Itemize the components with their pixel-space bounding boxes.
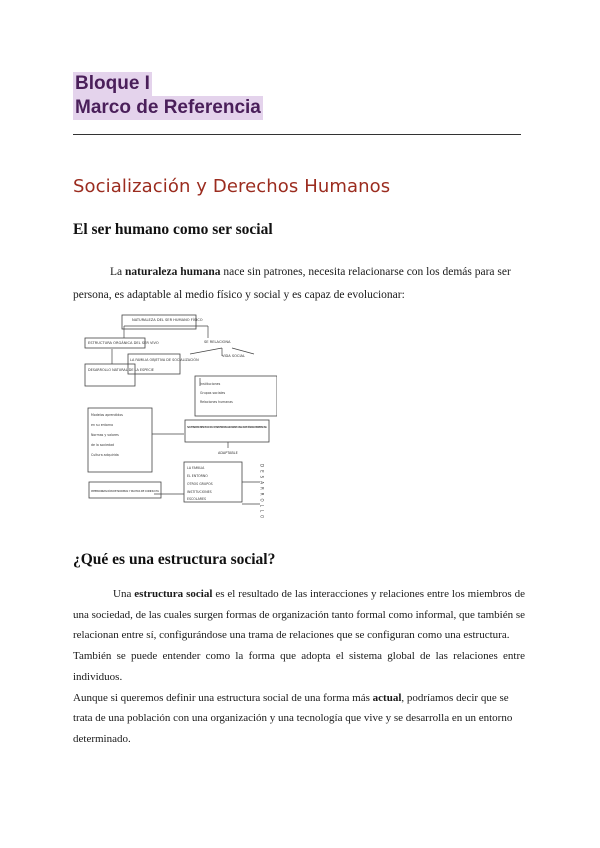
bold-term: naturaleza humana [125,266,221,278]
diagram-bottom-mid-5: ESCOLARES [187,497,207,501]
horizontal-rule [73,134,521,135]
diagram-left-big-5: Cultura adquirida [91,453,119,457]
diagram-bottom-left: INTERIORIZACIÓN DE NORMAS Y PAUTAS DE CONDUCTA [91,489,159,493]
diagram-left-big-1: Modelos aprendidos [91,413,123,417]
diagram-mid-1: LA FAMILIA OBJETIVA DE SOCIALIZACIÓN [130,358,199,362]
paragraph-social-structure: Una estructura social es el resultado de las interacciones y relaciones entre los miembros de una sociedad, de las cuales surgen formas de organización tanto formal como informal, que también se relacionan entre sí, configurándose una trama de relaciones que se configuran como una estructura. También se puede entender como la forma que adopta el sistema global de las relaciones entre individuos. Aunque si queremos definir una estructura social de una forma más actual, podríamos decir que se trata de una población con una organización y una tecnología que vive y se desarrolla en un entorno determinado. [73,588,525,745]
diagram-bottom-mid-1: LA FAMILIA [187,466,205,470]
bold-term: estructura social [134,588,213,600]
diagram-right-box-2: Grupos sociales [200,391,226,395]
diagram-left-1: ESTRUCTURA ORGÁNICA DEL SER VIVO [88,341,159,345]
diagram-bottom-mid-2: EL ENTORNO [187,474,208,478]
diagram-left-big-4: de la sociedad [91,443,115,447]
diagram-bottom-mid-4: INSTITUCIONES [187,490,212,494]
block-title: Marco de Referencia [75,97,261,118]
diagram-right-box-1: Instituciones [200,382,221,386]
diagram-left-2: DESARROLLO NATURAL DE LA ESPECIE [88,368,154,372]
diagram-top-text: NATURALEZA DEL SER HUMANO FÍSICO [132,318,203,322]
diagram-vertical-text: DESARROLLO [259,464,265,522]
section-title: Socialización y Derechos Humanos [73,176,391,197]
diagram-right-box-3: Relaciones humanas [200,400,233,404]
diagram-right-1: VIDA SOCIAL [222,354,245,358]
diagram-bottom-mid-3: OTROS GRUPOS [187,482,213,486]
diagram-center-box: NACE SIN PATRONES DE CONDUCTA, NECESITA RELACIONARSE CON LOS DEMÁS PARA SER PERSONA [187,425,267,429]
concept-map-diagram [82,314,277,524]
block-heading [73,72,263,120]
diagram-mid-2: SE RELACIONA [204,340,231,344]
diagram-left-big-3: Normas y valores [91,433,119,437]
diagram-center-small: ADAPTABLE [218,451,238,455]
block-number: Bloque I [75,73,150,94]
subtitle-human-social: El ser humano como ser social [73,221,273,238]
paragraph-human-nature: La naturaleza humana nace sin patrones, necesita relacionarse con los demás para ser persona, es adaptable al medio físico y social y es capaz de evolucionar: [73,266,511,301]
diagram-left-big-2: en su entorno [91,423,114,427]
bold-term: actual [372,691,402,704]
subtitle-social-structure: ¿Qué es una estructura social? [73,551,276,568]
